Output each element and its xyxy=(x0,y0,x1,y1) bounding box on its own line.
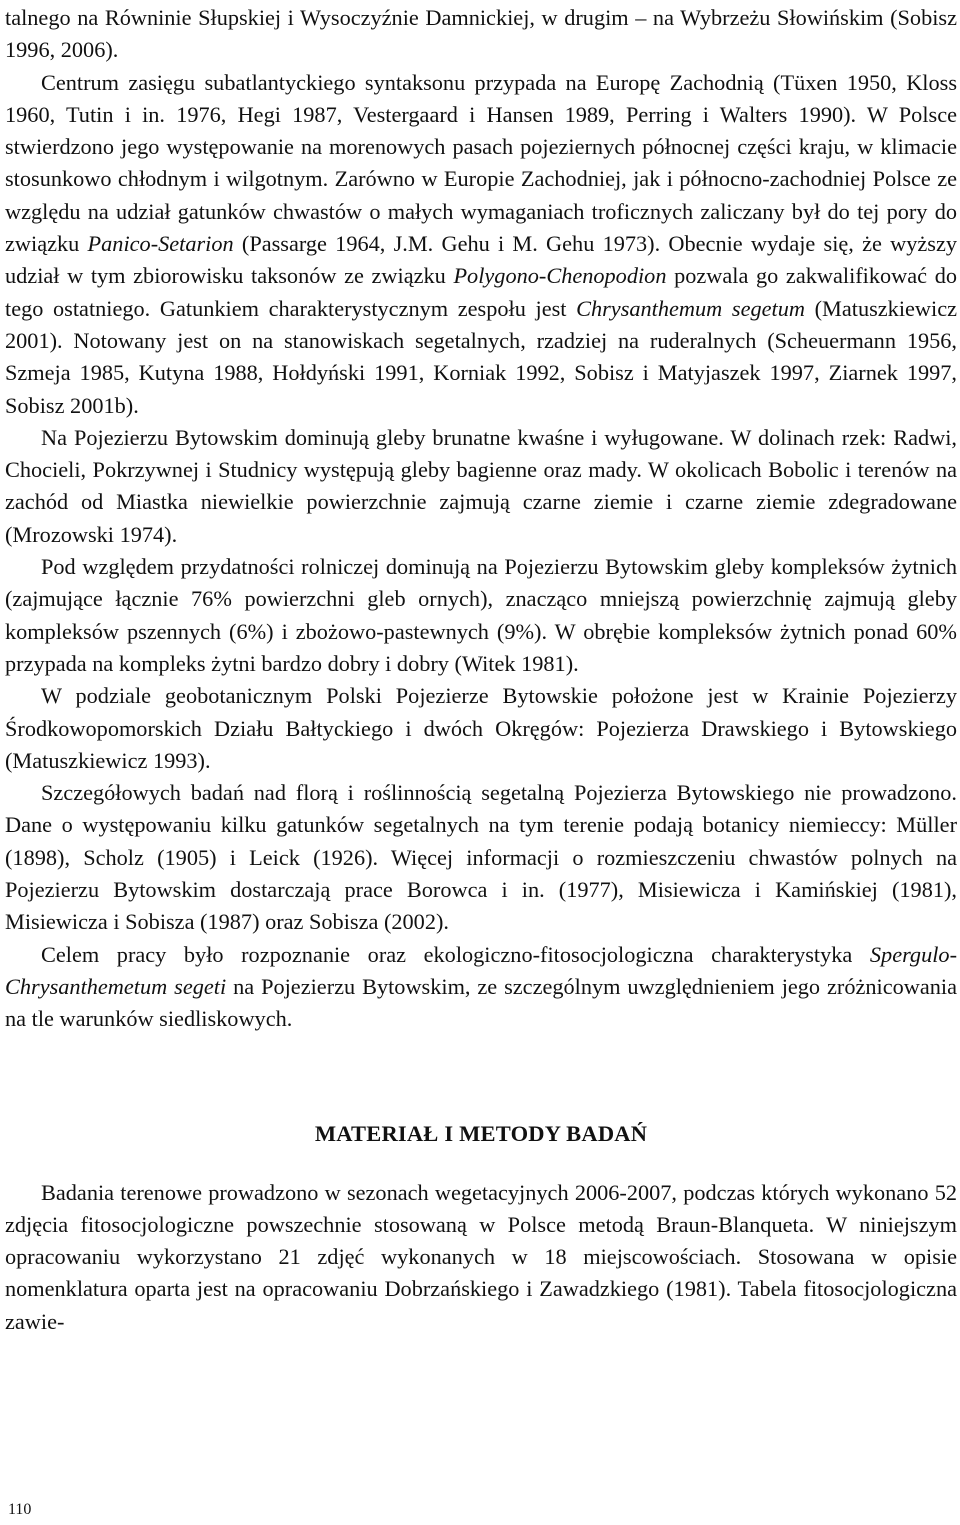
text-run: pozwala go zakwalifikować do tego ostatniego. Gatunkiem charakterystycznym zespołu jest xyxy=(5,263,957,321)
body-paragraph xyxy=(5,2,957,67)
section-heading: MATERIAŁ I METODY BADAŃ xyxy=(314,1120,648,1146)
text-run: (Passarge 1964, J.M. Gehu i M. Gehu 1973). Obecnie wydaje się, że wyższy udział w tym zbiorowisku taksonów ze związku xyxy=(5,231,958,289)
page-number: 110 xyxy=(8,1501,32,1518)
methods-paragraph: Badania terenowe prowadzono w sezonach wegetacyjnych 2006-2007, podczas których wykonano 52 zdjęcia fitosocjologiczne powszechnie stosowaną w Polsce metodą Braun-Blanqueta. W niniejszym opracowaniu wykorzystano 21 zdjęć wykonanych w 18 miejscowościach. Stosowana w opisie nomenklatura oparta jest na opracowaniu Dobrzańskiego i Zawadzkiego (1981). Tabela fitosocjologiczna zawie- xyxy=(5,1179,957,1334)
body-paragraph xyxy=(5,422,957,551)
italic-taxon-name: Panico-Setarion xyxy=(87,231,234,257)
text-run: Pod względem przydatności rolniczej dominują na Pojezierzu Bytowskim gleby kompleksów żytnich (zajmujące łącznie 76% powierzchni gleb ornych), znacząco mniejszą powierzchnię zajmują gleby kompleksów pszennych (6%) i zbożowo-pastewnych (9%). W obrębie kompleksów żytnich ponad 60% przypada na kompleks żytni bardzo dobry i dobry (Witek 1981). xyxy=(5,554,957,676)
text-run: W podziale geobotanicznym Polski Pojezierze Bytowskie położone jest w Krainie Pojezierzy Środkowopomorskich Działu Bałtyckiego i dwóch Okręgów: Pojezierza Drawskiego i Bytowskiego (Matuszkiewicz 1993). xyxy=(5,683,957,773)
body-paragraph xyxy=(5,551,957,680)
text-run: Na Pojezierzu Bytowskim dominują gleby brunatne kwaśne i wyługowane. W dolinach rzek: Radwi, Chocieli, Pokrzywnej i Studnicy występują gleby bagienne oraz mady. W okolicach Bobolic i terenów na zachód od Miastka niewielkie powierzchnie zajmują czarne ziemie i czarne ziemie zdegradowane (Mrozowski 1974). xyxy=(5,424,957,547)
text-run: Centrum zasięgu subatlantyckiego syntaksonu przypada na Europę Zachodnią (Tüxen 1950, Kloss 1960, Tutin i in. 1976, Hegi 1987, Vestergaard i Hansen 1989, Perring i Walters 1990). W Polsce stwierdzono jego występowanie na morenowych pasach pojeziernych północnej części kraju, w klimacie stosunkowo chłodnym i wilgotnym. Zarówno w Europie Zachodniej, jak i północno-zachodniej Polsce ze względu na udział gatunków chwastów o małych wymaganiach troficznych zaliczany był do tej pory do związku xyxy=(5,69,957,257)
italic-taxon-name: Spergulo-Chrysanthemetum segeti xyxy=(5,941,957,999)
intro-section xyxy=(5,2,957,1036)
text-run: na Pojezierzu Bytowskim, ze szczególnym uwzględnieniem jego zróżnicowania na tle warunków siedliskowych. xyxy=(5,973,957,1032)
document-page xyxy=(5,2,957,1338)
italic-taxon-name: Polygono-Chenopodion xyxy=(453,263,667,289)
body-paragraph xyxy=(5,777,957,938)
text-run: (Matuszkiewicz 2001). Notowany jest on na stanowiskach segetalnych, rzadziej na ruderalnych (Scheuermann 1956, Szmeja 1985, Kutyna 1988, Hołdyński 1991, Korniak 1992, Sobisz i Matyjaszek 1997, Ziarnek 1997, Sobisz 2001b). xyxy=(5,295,957,418)
text-run: Szczegółowych badań nad florą i roślinnością segetalną Pojezierza Bytowskiego nie prowadzono. Dane o występowaniu kilku gatunków segetalnych na tym terenie podają botanicy niemieccy: Müller (1898), Scholz (1905) i Leick (1926). Więcej informacji o rozmieszczeniu chwastów polnych na Pojezierzu Bytowskim dostarczają prace Borowca i in. (1977), Misiewicza i Kamińskiej (1981), Misiewicza i Sobisza (1987) oraz Sobisza (2002). xyxy=(5,780,957,935)
body-paragraph xyxy=(5,680,957,777)
italic-taxon-name: Chrysanthemum segetum xyxy=(576,295,805,321)
text-run: talnego na Równinie Słupskiej i Wysoczyźnie Damnickiej, w drugim – na Wybrzeżu Słowińskim (Sobisz 1996, 2006). xyxy=(5,5,957,63)
text-run: Celem pracy było rozpoznanie oraz ekologiczno-fitosocjologiczna charakterystyka xyxy=(41,941,870,967)
body-paragraph xyxy=(5,67,957,422)
body-paragraph xyxy=(5,939,957,1036)
